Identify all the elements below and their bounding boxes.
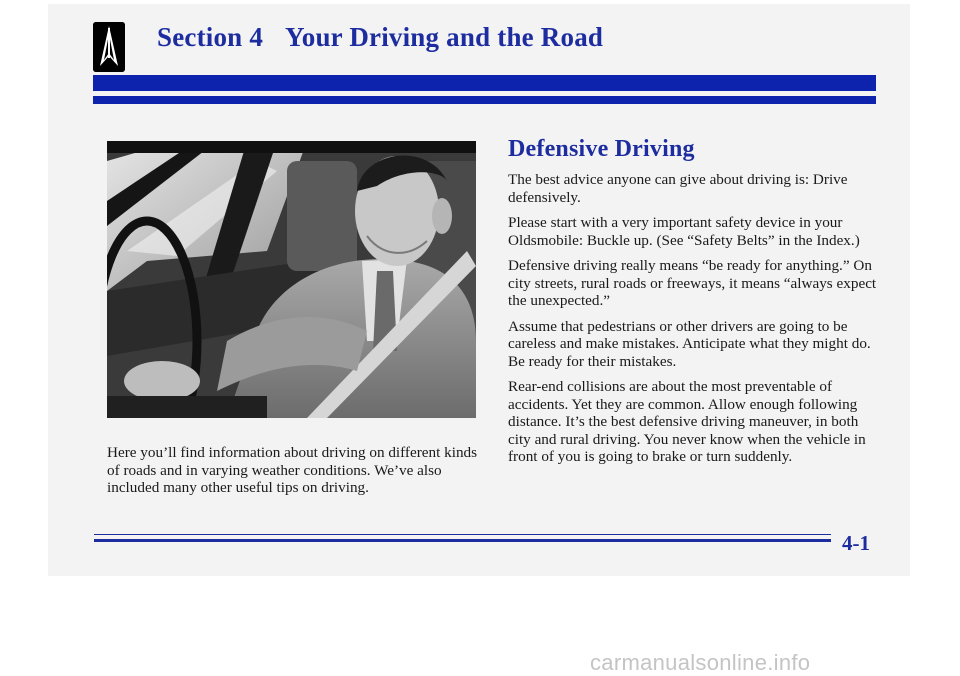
defensive-driving-heading: Defensive Driving xyxy=(508,136,695,162)
section-header xyxy=(157,22,603,53)
defensive-driving-section xyxy=(508,136,878,474)
paragraph: Please start with a very important safety device in your Oldsmobile: Buckle up. (See “Safety Belts” in the Index.) xyxy=(508,214,860,249)
header-bar-top xyxy=(93,75,876,91)
paragraph: Defensive driving really means “be ready for anything.” On city streets, rural roads or freeways, it means “always expect the unexpected.” xyxy=(508,257,877,309)
paragraph: The best advice anyone can give about driving is: Drive defensively. xyxy=(508,171,848,206)
section-title: Your Driving and the Road xyxy=(285,22,604,52)
footer-rule-thin xyxy=(94,534,831,535)
man-driving-car-illustration xyxy=(107,141,476,418)
footer-rule-thick xyxy=(94,539,831,542)
paragraph: Rear-end collisions are about the most preventable of accidents. Yet they are common. Allow enough following distance. It’s the best defensive driving maneuver, in both city and rural driving. You never know when the vehicle in front of you is going to brake or turn suddenly. xyxy=(508,378,866,465)
watermark-text: carmanualsonline.info xyxy=(590,650,811,675)
section-number: Section 4 xyxy=(157,22,264,52)
header-bar-bottom xyxy=(93,96,876,104)
paragraph: Assume that pedestrians or other drivers are going to be careless and make mistakes. Anticipate what they might do. Be ready for their mistakes. xyxy=(508,317,871,370)
oldsmobile-rocket-icon xyxy=(93,22,125,72)
intro-paragraph: Here you’ll find information about driving on different kinds of roads and in varying weather conditions. We’ve also included many other useful tips on driving. xyxy=(107,444,478,496)
page-number: 4-1 xyxy=(842,531,870,555)
